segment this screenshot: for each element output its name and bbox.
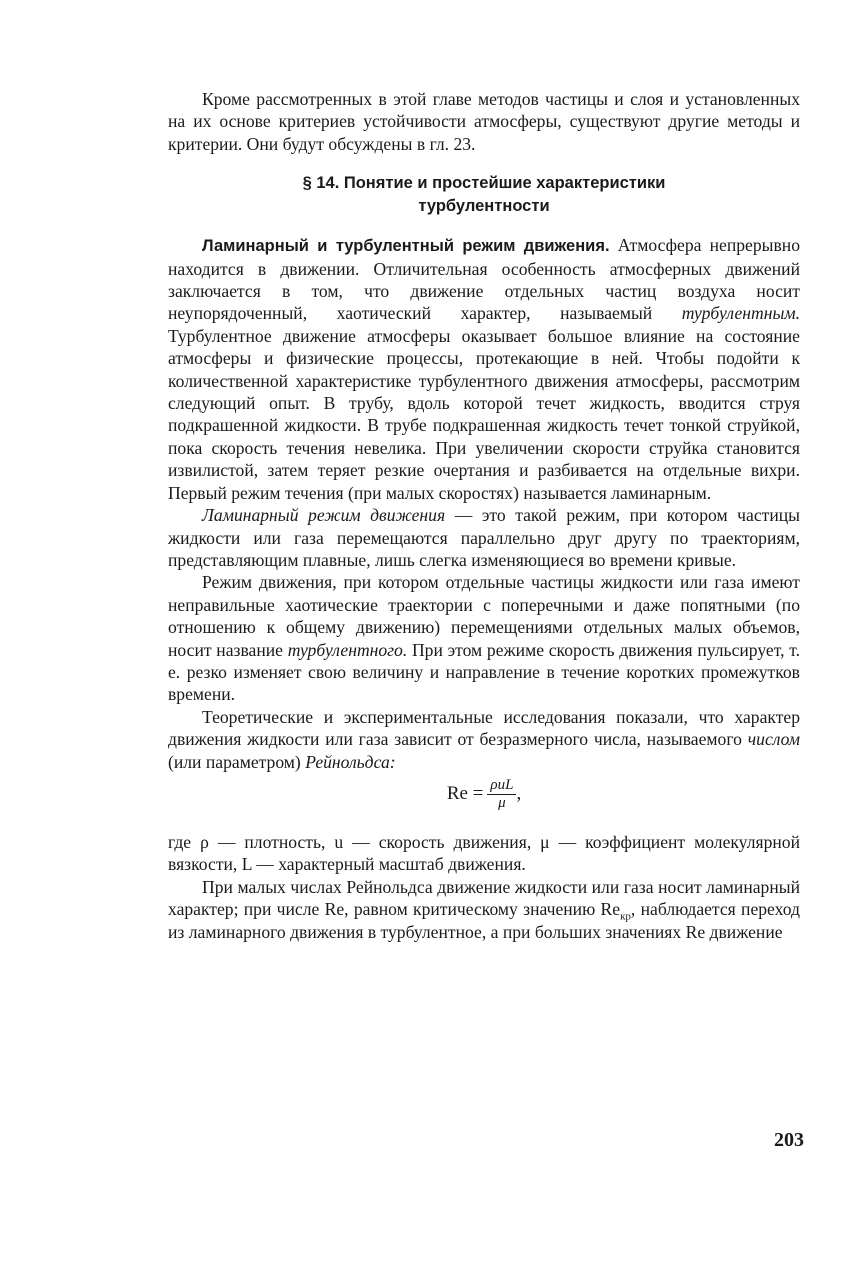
paragraph-text: , наблюдается переход из ламинарного движения в турбулентное, а при больших значениях Re движение bbox=[168, 899, 800, 942]
paragraph-text: (или параметром) bbox=[168, 751, 306, 772]
subscript-kr: кр bbox=[620, 910, 631, 923]
paragraph-reynolds-intro bbox=[168, 706, 800, 773]
page-body bbox=[168, 88, 800, 943]
paragraph-text: Теоретические и экспериментальные исследования показали, что характер движения жидкости или газа зависит от безразмерного числа, называемого bbox=[168, 706, 800, 750]
formula-numerator: ρuL bbox=[487, 777, 516, 795]
paragraph-text: — это такой режим, при котором частицы жидкости или газа перемещаются параллельно друг другу по траекториям, представляющим плавные, лишь слегка изменяющиеся во времени кривые. bbox=[168, 505, 800, 570]
paragraph-turbulent-definition bbox=[168, 571, 800, 705]
formula-trail: , bbox=[516, 783, 522, 805]
term-number: числом bbox=[747, 729, 800, 750]
paragraph-variable-definitions: где ρ — плотность, u — скорость движения, μ — коэффициент молекулярной вязкости, L — характерный масштаб движения. bbox=[168, 831, 800, 875]
paragraph-text: При малых числах Рейнольдса движение жидкости или газа носит ламинарный характер; при числе Re, равном критическому значению Re bbox=[168, 876, 800, 920]
paragraph-text: Режим движения, при котором отдельные частицы жидкости или газа имеют неправильные хаотические траектории с поперечными и даже попятными (по отношению к общему движению) перемещениями отдельных малых объемов, носит название bbox=[168, 572, 800, 660]
paragraph-text: Атмосфера непрерывно находится в движении. Отличительная особенность атмосферных движений заключается в том, что движение отдельных частиц воздуха носит неупорядоченный, хаотический характер, называемый bbox=[168, 235, 801, 324]
section-heading-line2: турбулентности bbox=[418, 196, 550, 215]
term-reynolds: Рейнольдса: bbox=[305, 751, 396, 772]
formula-fraction bbox=[487, 777, 516, 812]
term-turbulent: турбулентным. bbox=[681, 303, 800, 324]
paragraph-lead: Ламинарный и турбулентный режим движения. bbox=[202, 237, 610, 256]
reynolds-formula bbox=[168, 777, 800, 821]
paragraph-laminar-turbulent bbox=[168, 234, 800, 504]
term-turbulent: турбулентного. bbox=[287, 639, 408, 660]
section-heading-line1: § 14. Понятие и простейшие характеристики bbox=[302, 174, 666, 193]
paragraph-text: При этом режиме скорость движения пульсирует, т. е. резко изменяет свою величину и направление в течение коротких промежутков времени. bbox=[168, 639, 800, 705]
page-number: 203 bbox=[774, 1129, 804, 1151]
term-laminar-regime: Ламинарный режим движения bbox=[202, 505, 446, 526]
paragraph-laminar-definition bbox=[168, 504, 800, 571]
paragraph-reynolds-regimes bbox=[168, 876, 800, 943]
section-heading bbox=[168, 172, 800, 217]
formula-denominator: μ bbox=[498, 794, 506, 811]
formula-lhs: Re = bbox=[446, 783, 484, 805]
intro-paragraph: Кроме рассмотренных в этой главе методов частицы и слоя и установленных на их основе критериев устойчивости атмосферы, существуют другие методы и критерии. Они будут обсуждены в гл. 23. bbox=[168, 89, 800, 154]
paragraph-text: Турбулентное движение атмосферы оказывает большое влияние на состояние атмосферы и физические процессы, протекающие в ней. Чтобы подойти к количественной характеристике турбулентного движения атмосферы, рассмотрим следующий опыт. В трубу, вдоль которой течет жидкость, вводится струя подкрашенной жидкости. В трубе подкрашенная жидкость течет тонкой струйкой, пока скорость течения невелика. При увеличении скорости струйка становится извилистой, затем теряет резкие очертания и разбивается на отдельные вихри. Первый режим течения (при малых скоростях) называется ламинарным. bbox=[168, 325, 800, 503]
